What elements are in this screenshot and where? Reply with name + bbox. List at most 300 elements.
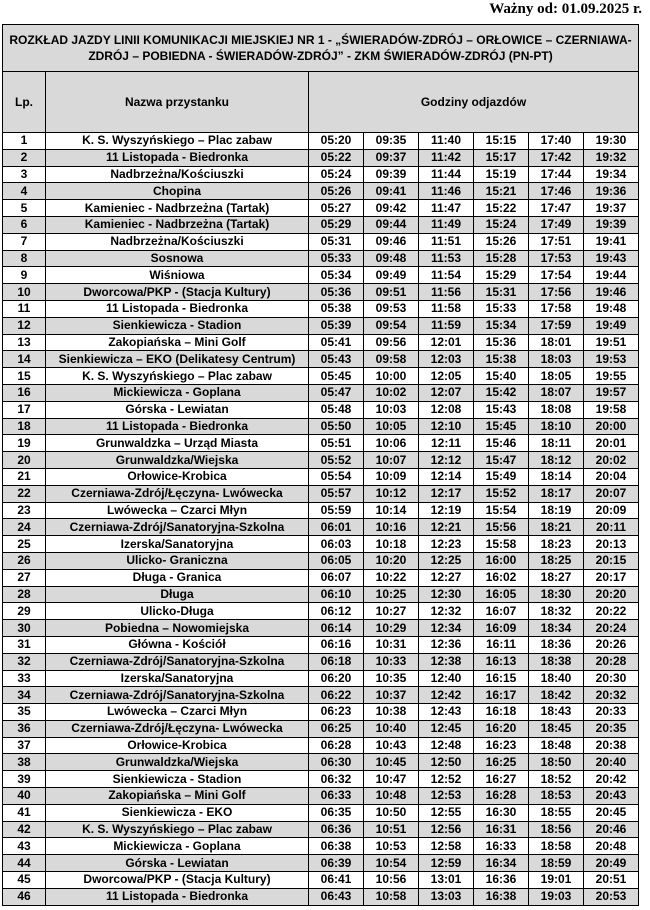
departure-time: 17:59 (529, 317, 584, 334)
departure-time: 10:02 (364, 384, 419, 401)
departure-time: 15:47 (474, 452, 529, 469)
row-number: 7 (3, 233, 46, 250)
departure-time: 09:54 (364, 317, 419, 334)
departure-time: 05:59 (309, 502, 364, 519)
departure-time: 06:12 (309, 603, 364, 620)
row-number: 25 (3, 536, 46, 553)
departure-time: 16:13 (474, 653, 529, 670)
departure-time: 06:38 (309, 838, 364, 855)
stop-name: Zakopiańska – Mini Golf (46, 788, 309, 805)
stop-name: Ulicko-Długa (46, 603, 309, 620)
departure-time: 12:12 (419, 452, 474, 469)
departure-time: 11:42 (419, 149, 474, 166)
row-number: 5 (3, 200, 46, 217)
stop-name: Orłowice-Krobica (46, 737, 309, 754)
departure-time: 10:27 (364, 603, 419, 620)
row-number: 12 (3, 317, 46, 334)
departure-time: 12:43 (419, 704, 474, 721)
stop-name: Górska - Lewiatan (46, 401, 309, 418)
departure-time: 15:33 (474, 300, 529, 317)
departure-time: 12:50 (419, 754, 474, 771)
departure-time: 18:25 (529, 552, 584, 569)
departure-time: 12:05 (419, 368, 474, 385)
table-row (3, 670, 639, 687)
departure-time: 18:19 (529, 502, 584, 519)
table-row (3, 334, 639, 351)
departure-time: 16:15 (474, 670, 529, 687)
departure-time: 20:30 (584, 670, 639, 687)
departure-time: 19:55 (584, 368, 639, 385)
stop-name: Czerniawa-Zdrój/Łęczyna- Lwówecka (46, 485, 309, 502)
departure-time: 15:17 (474, 149, 529, 166)
row-number: 15 (3, 368, 46, 385)
departure-time: 05:38 (309, 300, 364, 317)
departure-time: 06:25 (309, 720, 364, 737)
stop-name: 11 Listopada - Biedronka (46, 149, 309, 166)
departure-time: 19:49 (584, 317, 639, 334)
departure-time: 05:43 (309, 351, 364, 368)
table-row (3, 284, 639, 301)
departure-time: 19:41 (584, 233, 639, 250)
departure-time: 19:34 (584, 166, 639, 183)
departure-time: 12:25 (419, 552, 474, 569)
departure-time: 11:54 (419, 267, 474, 284)
departure-time: 16:02 (474, 569, 529, 586)
departure-time: 06:18 (309, 653, 364, 670)
departure-time: 16:30 (474, 804, 529, 821)
departure-time: 19:36 (584, 183, 639, 200)
departure-time: 10:03 (364, 401, 419, 418)
departure-time: 12:53 (419, 788, 474, 805)
departure-time: 18:11 (529, 435, 584, 452)
departure-time: 18:30 (529, 586, 584, 603)
departure-time: 15:31 (474, 284, 529, 301)
departure-time: 19:48 (584, 300, 639, 317)
departure-time: 20:35 (584, 720, 639, 737)
departure-time: 11:44 (419, 166, 474, 183)
table-row (3, 435, 639, 452)
table-row (3, 569, 639, 586)
departure-time: 17:51 (529, 233, 584, 250)
departure-time: 18:08 (529, 401, 584, 418)
departure-time: 10:06 (364, 435, 419, 452)
departure-time: 10:12 (364, 485, 419, 502)
departure-time: 09:48 (364, 250, 419, 267)
departure-time: 15:24 (474, 216, 529, 233)
departure-time: 12:14 (419, 468, 474, 485)
row-number: 42 (3, 821, 46, 838)
table-row (3, 384, 639, 401)
departure-time: 11:53 (419, 250, 474, 267)
departure-time: 06:05 (309, 552, 364, 569)
departure-time: 09:46 (364, 233, 419, 250)
row-number: 26 (3, 552, 46, 569)
table-row (3, 788, 639, 805)
departure-time: 15:28 (474, 250, 529, 267)
departure-time: 05:50 (309, 418, 364, 435)
departure-time: 16:09 (474, 620, 529, 637)
table-row (3, 250, 639, 267)
departure-time: 16:11 (474, 636, 529, 653)
departure-time: 05:45 (309, 368, 364, 385)
departure-time: 17:53 (529, 250, 584, 267)
row-number: 46 (3, 888, 46, 905)
departure-time: 09:51 (364, 284, 419, 301)
table-row (3, 317, 639, 334)
departure-time: 15:21 (474, 183, 529, 200)
departure-time: 16:20 (474, 720, 529, 737)
row-number: 38 (3, 754, 46, 771)
departure-time: 10:00 (364, 368, 419, 385)
departure-time: 18:12 (529, 452, 584, 469)
stop-name: 11 Listopada - Biedronka (46, 300, 309, 317)
departure-time: 10:22 (364, 569, 419, 586)
table-row (3, 519, 639, 536)
stop-name: Czerniawa-Zdrój/Sanatoryjna-Szkolna (46, 519, 309, 536)
row-number: 32 (3, 653, 46, 670)
departure-time: 20:43 (584, 788, 639, 805)
departure-time: 05:29 (309, 216, 364, 233)
departure-time: 11:40 (419, 133, 474, 150)
departure-time: 18:52 (529, 771, 584, 788)
departure-time: 05:33 (309, 250, 364, 267)
departure-time: 10:16 (364, 519, 419, 536)
row-number: 22 (3, 485, 46, 502)
stop-name: Wiśniowa (46, 267, 309, 284)
departure-time: 05:27 (309, 200, 364, 217)
departure-time: 19:30 (584, 133, 639, 150)
valid-from-date: Ważny od: 01.09.2025 r. (489, 1, 642, 17)
departure-time: 05:47 (309, 384, 364, 401)
departure-time: 10:53 (364, 838, 419, 855)
departure-time: 18:32 (529, 603, 584, 620)
departure-time: 10:05 (364, 418, 419, 435)
departure-time: 17:56 (529, 284, 584, 301)
departure-time: 15:54 (474, 502, 529, 519)
departure-time: 06:22 (309, 687, 364, 704)
departure-time: 11:51 (419, 233, 474, 250)
departure-time: 18:36 (529, 636, 584, 653)
row-number: 36 (3, 720, 46, 737)
departure-time: 05:26 (309, 183, 364, 200)
departure-time: 05:34 (309, 267, 364, 284)
stop-name: Sienkiewicza - EKO (46, 804, 309, 821)
departure-time: 06:41 (309, 872, 364, 889)
departure-time: 10:38 (364, 704, 419, 721)
departure-time: 20:13 (584, 536, 639, 553)
table-row (3, 368, 639, 385)
stop-name: Lwówecka – Czarci Młyn (46, 502, 309, 519)
departure-time: 20:32 (584, 687, 639, 704)
departure-time: 06:32 (309, 771, 364, 788)
departure-time: 09:44 (364, 216, 419, 233)
departure-time: 12:11 (419, 435, 474, 452)
departure-time: 12:52 (419, 771, 474, 788)
row-number: 30 (3, 620, 46, 637)
stop-name: K. S. Wyszyńskiego – Plac zabaw (46, 368, 309, 385)
departure-time: 10:14 (364, 502, 419, 519)
departure-time: 10:47 (364, 771, 419, 788)
departure-time: 06:23 (309, 704, 364, 721)
row-number: 33 (3, 670, 46, 687)
departure-time: 20:33 (584, 704, 639, 721)
departure-time: 20:46 (584, 821, 639, 838)
departure-time: 10:58 (364, 888, 419, 905)
departure-time: 05:51 (309, 435, 364, 452)
departure-time: 12:23 (419, 536, 474, 553)
departure-time: 18:01 (529, 334, 584, 351)
row-number: 20 (3, 452, 46, 469)
departure-time: 06:20 (309, 670, 364, 687)
departure-time: 10:43 (364, 737, 419, 754)
departure-time: 12:08 (419, 401, 474, 418)
table-row (3, 452, 639, 469)
departure-time: 20:26 (584, 636, 639, 653)
table-row (3, 737, 639, 754)
departure-time: 20:42 (584, 771, 639, 788)
row-number: 2 (3, 149, 46, 166)
row-number: 41 (3, 804, 46, 821)
departure-time: 19:44 (584, 267, 639, 284)
departure-time: 18:43 (529, 704, 584, 721)
departure-time: 10:25 (364, 586, 419, 603)
departure-time: 09:49 (364, 267, 419, 284)
table-row (3, 166, 639, 183)
departure-time: 17:49 (529, 216, 584, 233)
departure-time: 18:10 (529, 418, 584, 435)
departure-time: 20:48 (584, 838, 639, 855)
row-number: 4 (3, 183, 46, 200)
stop-name: K. S. Wyszyńskiego – Plac zabaw (46, 133, 309, 150)
timetable-body (3, 133, 639, 906)
row-number: 35 (3, 704, 46, 721)
table-row (3, 804, 639, 821)
table-row (3, 636, 639, 653)
departure-time: 17:40 (529, 133, 584, 150)
departure-time: 15:40 (474, 368, 529, 385)
departure-time: 20:45 (584, 804, 639, 821)
stop-name: Dworcowa/PKP - (Stacja Kultury) (46, 284, 309, 301)
departure-time: 12:55 (419, 804, 474, 821)
departure-time: 12:30 (419, 586, 474, 603)
departure-time: 19:03 (529, 888, 584, 905)
table-row (3, 216, 639, 233)
table-row (3, 704, 639, 721)
departure-time: 12:03 (419, 351, 474, 368)
row-number: 23 (3, 502, 46, 519)
departure-time: 19:43 (584, 250, 639, 267)
departure-time: 11:49 (419, 216, 474, 233)
departure-time: 10:20 (364, 552, 419, 569)
row-number: 18 (3, 418, 46, 435)
departure-time: 09:41 (364, 183, 419, 200)
departure-time: 15:58 (474, 536, 529, 553)
timetable (2, 24, 639, 906)
stop-name: Grunwaldzka – Urząd Miasta (46, 435, 309, 452)
departure-time: 05:20 (309, 133, 364, 150)
row-number: 39 (3, 771, 46, 788)
departure-time: 20:17 (584, 569, 639, 586)
departure-time: 06:10 (309, 586, 364, 603)
departure-time: 10:09 (364, 468, 419, 485)
departure-time: 18:58 (529, 838, 584, 855)
row-number: 40 (3, 788, 46, 805)
stop-name: Zakopiańska – Mini Golf (46, 334, 309, 351)
departure-time: 16:07 (474, 603, 529, 620)
departure-time: 10:31 (364, 636, 419, 653)
row-number: 44 (3, 855, 46, 872)
departure-time: 15:29 (474, 267, 529, 284)
departure-time: 15:46 (474, 435, 529, 452)
departure-time: 18:48 (529, 737, 584, 754)
departure-time: 16:31 (474, 821, 529, 838)
departure-time: 05:41 (309, 334, 364, 351)
departure-time: 15:36 (474, 334, 529, 351)
departure-time: 09:58 (364, 351, 419, 368)
departure-time: 05:52 (309, 452, 364, 469)
stop-name: 11 Listopada - Biedronka (46, 418, 309, 435)
departure-time: 17:46 (529, 183, 584, 200)
row-number: 8 (3, 250, 46, 267)
departure-time: 20:53 (584, 888, 639, 905)
stop-name: Czerniawa-Zdrój/Sanatoryjna-Szkolna (46, 687, 309, 704)
departure-time: 15:15 (474, 133, 529, 150)
departure-time: 09:42 (364, 200, 419, 217)
departure-time: 10:37 (364, 687, 419, 704)
header-departure-times: Godziny odjazdów (309, 72, 639, 133)
stop-name: Grunwaldzka/Wiejska (46, 754, 309, 771)
departure-time: 12:10 (419, 418, 474, 435)
table-row (3, 133, 639, 150)
stop-name: Grunwaldzka/Wiejska (46, 452, 309, 469)
timetable-title: ROZKŁAD JAZDY LINII KOMUNIKACJI MIEJSKIEJ NR 1 - „ŚWIERADÓW-ZDRÓJ – ORŁOWICE – CZERNIAWA-ZDRÓJ – POBIEDNA - ŚWIERADÓW-ZDRÓJ” - ZKM ŚWIERADÓW-ZDRÓJ (PN-PT) (3, 25, 639, 72)
departure-time: 17:47 (529, 200, 584, 217)
departure-time: 20:38 (584, 737, 639, 754)
departure-time: 10:54 (364, 855, 419, 872)
departure-time: 05:54 (309, 468, 364, 485)
departure-time: 19:58 (584, 401, 639, 418)
departure-time: 10:18 (364, 536, 419, 553)
row-number: 19 (3, 435, 46, 452)
table-row (3, 586, 639, 603)
departure-time: 16:17 (474, 687, 529, 704)
departure-time: 20:15 (584, 552, 639, 569)
departure-time: 12:01 (419, 334, 474, 351)
stop-name: Czerniawa-Zdrój/Sanatoryjna-Szkolna (46, 653, 309, 670)
row-number: 9 (3, 267, 46, 284)
departure-time: 18:59 (529, 855, 584, 872)
departure-time: 12:27 (419, 569, 474, 586)
stop-name: Czerniawa-Zdrój/Łęczyna- Lwówecka (46, 720, 309, 737)
row-number: 11 (3, 300, 46, 317)
departure-time: 12:32 (419, 603, 474, 620)
stop-name: Sienkiewicza - Stadion (46, 317, 309, 334)
departure-time: 10:56 (364, 872, 419, 889)
departure-time: 06:36 (309, 821, 364, 838)
departure-time: 17:42 (529, 149, 584, 166)
departure-time: 17:44 (529, 166, 584, 183)
stop-name: Nadbrzeżna/Kościuszki (46, 233, 309, 250)
departure-time: 12:48 (419, 737, 474, 754)
row-number: 21 (3, 468, 46, 485)
stop-name: Izerska/Sanatoryjna (46, 536, 309, 553)
departure-time: 11:56 (419, 284, 474, 301)
row-number: 3 (3, 166, 46, 183)
table-row (3, 183, 639, 200)
departure-time: 06:35 (309, 804, 364, 821)
departure-time: 12:45 (419, 720, 474, 737)
departure-time: 17:58 (529, 300, 584, 317)
departure-time: 20:11 (584, 519, 639, 536)
departure-time: 20:00 (584, 418, 639, 435)
table-row (3, 888, 639, 905)
departure-time: 16:18 (474, 704, 529, 721)
departure-time: 19:57 (584, 384, 639, 401)
departure-time: 11:46 (419, 183, 474, 200)
departure-time: 13:03 (419, 888, 474, 905)
departure-time: 05:36 (309, 284, 364, 301)
departure-time: 16:36 (474, 872, 529, 889)
departure-time: 06:33 (309, 788, 364, 805)
stop-name: Sosnowa (46, 250, 309, 267)
table-row (3, 620, 639, 637)
stop-name: Górska - Lewiatan (46, 855, 309, 872)
stop-name: K. S. Wyszyńskiego – Plac zabaw (46, 821, 309, 838)
table-row (3, 720, 639, 737)
departure-time: 16:27 (474, 771, 529, 788)
departure-time: 18:38 (529, 653, 584, 670)
departure-time: 18:05 (529, 368, 584, 385)
table-row (3, 149, 639, 166)
stop-name: Główna - Kościół (46, 636, 309, 653)
departure-time: 19:01 (529, 872, 584, 889)
table-row (3, 267, 639, 284)
departure-time: 18:40 (529, 670, 584, 687)
departure-time: 12:59 (419, 855, 474, 872)
departure-time: 10:29 (364, 620, 419, 637)
stop-name: Długa - Granica (46, 569, 309, 586)
stop-name: Dworcowa/PKP - (Stacja Kultury) (46, 872, 309, 889)
row-number: 13 (3, 334, 46, 351)
departure-time: 12:17 (419, 485, 474, 502)
row-number: 43 (3, 838, 46, 855)
departure-time: 10:07 (364, 452, 419, 469)
departure-time: 05:22 (309, 149, 364, 166)
departure-time: 18:07 (529, 384, 584, 401)
row-number: 10 (3, 284, 46, 301)
stop-name: Mickiewicza - Goplana (46, 384, 309, 401)
departure-time: 15:45 (474, 418, 529, 435)
departure-time: 15:52 (474, 485, 529, 502)
departure-time: 10:33 (364, 653, 419, 670)
departure-time: 19:39 (584, 216, 639, 233)
stop-name: Orłowice-Krobica (46, 468, 309, 485)
departure-time: 12:56 (419, 821, 474, 838)
departure-time: 16:05 (474, 586, 529, 603)
departure-time: 16:33 (474, 838, 529, 855)
departure-time: 20:02 (584, 452, 639, 469)
header-lp: Lp. (3, 72, 46, 133)
table-row (3, 771, 639, 788)
stop-name: Ulicko- Graniczna (46, 552, 309, 569)
row-number: 6 (3, 216, 46, 233)
departure-time: 05:24 (309, 166, 364, 183)
departure-time: 15:26 (474, 233, 529, 250)
departure-time: 12:36 (419, 636, 474, 653)
departure-time: 09:37 (364, 149, 419, 166)
departure-time: 19:51 (584, 334, 639, 351)
departure-time: 05:57 (309, 485, 364, 502)
